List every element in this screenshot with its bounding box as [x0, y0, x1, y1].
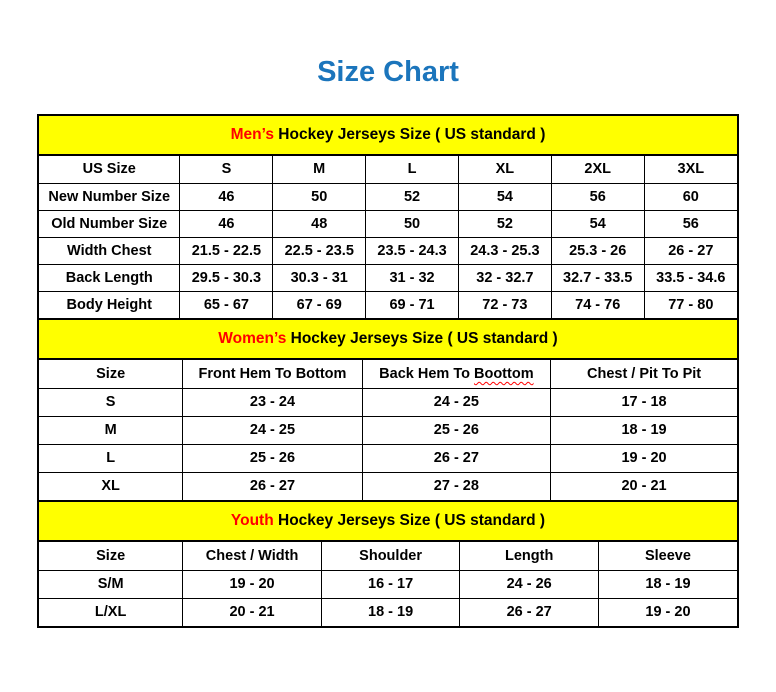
table-row [39, 570, 737, 598]
misspelled-word-spellcheck-underline: Boottom [474, 365, 534, 382]
size-value-cell: 18 - 19 [598, 570, 737, 598]
size-value-cell: 17 - 18 [551, 388, 737, 416]
column-header: 3XL [644, 156, 737, 183]
column-header: Size [39, 542, 183, 570]
size-value-cell: 56 [644, 210, 737, 237]
size-value-cell: 22.5 - 23.5 [273, 237, 366, 264]
row-label-cell: Back Length [39, 264, 180, 291]
row-label-cell: XL [39, 472, 183, 500]
column-header: Size [39, 360, 183, 388]
size-value-cell: 33.5 - 34.6 [644, 264, 737, 291]
size-value-cell: 25.3 - 26 [551, 237, 644, 264]
table-row [39, 291, 737, 318]
size-value-cell: 32.7 - 33.5 [551, 264, 644, 291]
size-value-cell: 60 [644, 183, 737, 210]
size-value-cell: 46 [180, 183, 273, 210]
column-header: S [180, 156, 273, 183]
size-value-cell: 26 - 27 [183, 472, 362, 500]
size-value-cell: 24 - 26 [460, 570, 599, 598]
table-row [39, 472, 737, 500]
column-header: Chest / Width [183, 542, 322, 570]
youth-size-table [39, 542, 737, 626]
size-value-cell: 69 - 71 [366, 291, 459, 318]
size-value-cell: 19 - 20 [551, 444, 737, 472]
row-label-cell: Width Chest [39, 237, 180, 264]
section-header-youth-rest: Hockey Jerseys Size ( US standard ) [273, 512, 546, 529]
column-header: XL [458, 156, 551, 183]
column-header: Length [460, 542, 599, 570]
size-value-cell: 25 - 26 [183, 444, 362, 472]
size-value-cell: 52 [366, 183, 459, 210]
size-value-cell: 18 - 19 [551, 416, 737, 444]
row-label-cell: M [39, 416, 183, 444]
size-value-cell: 65 - 67 [180, 291, 273, 318]
table-row [39, 416, 737, 444]
size-value-cell: 77 - 80 [644, 291, 737, 318]
womens-table-body [39, 388, 737, 500]
column-header: M [273, 156, 366, 183]
size-value-cell: 21.5 - 22.5 [180, 237, 273, 264]
section-header-mens [39, 116, 737, 156]
size-value-cell: 32 - 32.7 [458, 264, 551, 291]
size-value-cell: 50 [273, 183, 366, 210]
size-value-cell: 29.5 - 30.3 [180, 264, 273, 291]
size-value-cell: 23.5 - 24.3 [366, 237, 459, 264]
size-value-cell: 74 - 76 [551, 291, 644, 318]
womens-size-table [39, 360, 737, 500]
column-header: Back Hem To Boottom [362, 360, 550, 388]
size-value-cell: 52 [458, 210, 551, 237]
size-value-cell: 20 - 21 [183, 598, 322, 626]
womens-header-row [39, 360, 737, 388]
size-value-cell: 56 [551, 183, 644, 210]
size-value-cell: 18 - 19 [321, 598, 460, 626]
size-value-cell: 50 [366, 210, 459, 237]
row-label-cell: S [39, 388, 183, 416]
section-header-mens-highlight: Men’s [230, 126, 274, 143]
youth-table-body [39, 570, 737, 626]
table-row [39, 183, 737, 210]
column-header: 2XL [551, 156, 644, 183]
section-header-womens [39, 318, 737, 360]
section-header-womens-highlight: Women’s [218, 330, 287, 347]
column-header: Sleeve [598, 542, 737, 570]
size-value-cell: 24.3 - 25.3 [458, 237, 551, 264]
row-label-cell: Body Height [39, 291, 180, 318]
size-value-cell: 54 [551, 210, 644, 237]
size-value-cell: 25 - 26 [362, 416, 550, 444]
table-row [39, 264, 737, 291]
column-header: Chest / Pit To Pit [551, 360, 737, 388]
size-value-cell: 23 - 24 [183, 388, 362, 416]
mens-size-table [39, 156, 737, 318]
size-value-cell: 30.3 - 31 [273, 264, 366, 291]
table-row [39, 444, 737, 472]
size-value-cell: 24 - 25 [362, 388, 550, 416]
size-value-cell: 67 - 69 [273, 291, 366, 318]
size-value-cell: 26 - 27 [362, 444, 550, 472]
table-row [39, 237, 737, 264]
size-value-cell: 26 - 27 [460, 598, 599, 626]
size-value-cell: 24 - 25 [183, 416, 362, 444]
size-value-cell: 54 [458, 183, 551, 210]
row-label-cell: L/XL [39, 598, 183, 626]
size-value-cell: 46 [180, 210, 273, 237]
size-value-cell: 16 - 17 [321, 570, 460, 598]
row-label-cell: New Number Size [39, 183, 180, 210]
section-header-youth-highlight: Youth [230, 512, 274, 529]
size-value-cell: 19 - 20 [183, 570, 322, 598]
row-label-cell: Old Number Size [39, 210, 180, 237]
size-value-cell: 27 - 28 [362, 472, 550, 500]
section-header-mens-rest: Hockey Jerseys Size ( US standard ) [273, 126, 546, 143]
column-header: US Size [39, 156, 180, 183]
section-header-youth [39, 500, 737, 542]
size-value-cell: 48 [273, 210, 366, 237]
size-value-cell: 72 - 73 [458, 291, 551, 318]
mens-table-body [39, 183, 737, 318]
page-title: Size Chart [317, 56, 459, 88]
row-label-cell: L [39, 444, 183, 472]
table-row [39, 388, 737, 416]
row-label-cell: S/M [39, 570, 183, 598]
table-row [39, 598, 737, 626]
youth-header-row [39, 542, 737, 570]
size-value-cell: 20 - 21 [551, 472, 737, 500]
column-header: Shoulder [321, 542, 460, 570]
size-value-cell: 31 - 32 [366, 264, 459, 291]
size-value-cell: 26 - 27 [644, 237, 737, 264]
section-header-womens-rest: Hockey Jerseys Size ( US standard ) [286, 330, 558, 347]
mens-header-row [39, 156, 737, 183]
size-value-cell: 19 - 20 [598, 598, 737, 626]
column-header: L [366, 156, 459, 183]
column-header: Front Hem To Bottom [183, 360, 362, 388]
size-chart-table-container [37, 114, 739, 628]
table-row [39, 210, 737, 237]
